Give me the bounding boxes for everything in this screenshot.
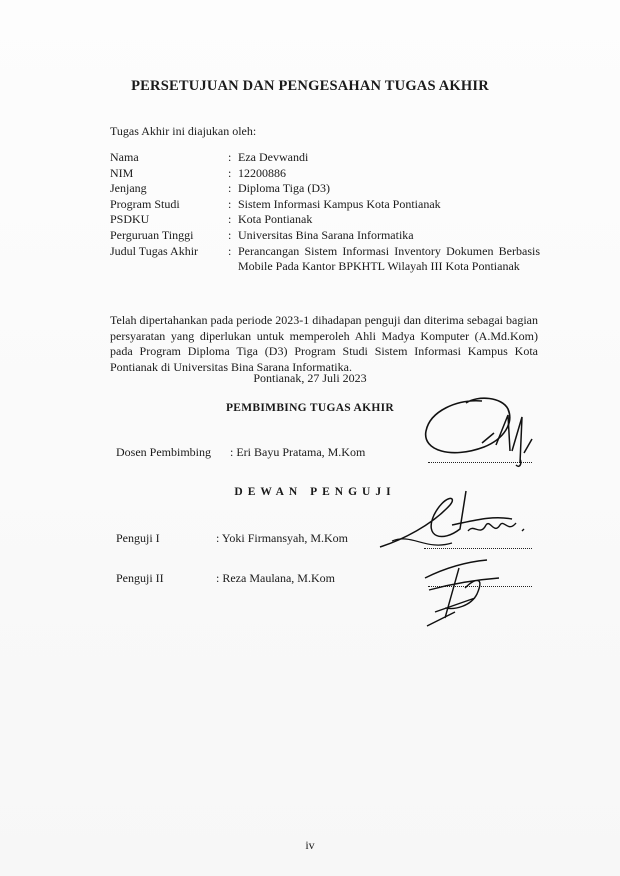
info-colon: :: [228, 181, 232, 196]
info-label: NIM: [110, 165, 134, 180]
student-info-table: [110, 150, 540, 275]
info-value: Kota Pontianak: [238, 212, 313, 227]
info-label: Judul Tugas Akhir: [110, 243, 199, 258]
dewan-penguji-heading: DEWAN PENGUJI: [234, 486, 396, 498]
penguji-2-name: : Reza Maulana, M.Kom: [216, 571, 335, 585]
page-number: iv: [305, 838, 315, 852]
info-value: Sistem Informasi Kampus Kota Pontianak: [238, 196, 441, 211]
pembimbing-signature: [412, 393, 542, 475]
page-title: PERSETUJUAN DAN PENGESAHAN TUGAS AKHIR: [131, 78, 489, 94]
info-value: 12200886: [238, 165, 286, 180]
pembimbing-name: : Eri Bayu Pratama, M.Kom: [230, 445, 366, 459]
info-value: Perancangan Sistem Informasi Inventory Dokumen Berbasis Mobile Pada Kantor BPKHTL Wilayah III Kota Pontianak: [238, 243, 540, 274]
approval-paragraph: Telah dipertahankan pada periode 2023-1 dihadapan penguji dan diterima sebagai bagian persyaratan yang diperlukan untuk memperoleh Ahli Madya Komputer (A.Md.Kom) pada Program Diploma Tiga (D3) Program Studi Sistem Informasi Kampus Kota Pontianak di Universitas Bina Sarana Informatika.: [110, 313, 538, 374]
info-value: Diploma Tiga (D3): [238, 181, 331, 196]
info-row-program-studi: [110, 197, 540, 213]
info-value: Universitas Bina Sarana Informatika: [238, 227, 414, 242]
info-label: Jenjang: [110, 181, 147, 196]
info-colon: :: [228, 150, 232, 164]
penguji-2-role: Penguji II: [116, 571, 164, 585]
info-row-psdku: [110, 212, 540, 228]
penguji-1-role: Penguji I: [116, 531, 160, 545]
info-colon: :: [228, 196, 232, 211]
info-label: Perguruan Tinggi: [110, 227, 194, 242]
info-row-jenjang: [110, 181, 540, 197]
info-row-perguruan-tinggi: [110, 228, 540, 244]
intro-text: Tugas Akhir ini diajukan oleh:: [110, 124, 257, 138]
info-row-nama: [110, 150, 540, 166]
info-label: Nama: [110, 150, 139, 164]
info-row-nim: [110, 166, 540, 182]
info-colon: :: [228, 227, 232, 242]
info-label: PSDKU: [110, 212, 150, 227]
pembimbing-heading: PEMBIMBING TUGAS AKHIR: [225, 402, 395, 414]
approval-date: Pontianak, 27 Juli 2023: [253, 371, 367, 385]
penguji-2-signature: [415, 548, 515, 630]
info-row-judul: [110, 244, 540, 275]
info-colon: :: [228, 165, 232, 180]
info-colon: :: [228, 243, 232, 258]
info-value: Eza Devwandi: [238, 150, 309, 164]
penguji-1-name: : Yoki Firmansyah, M.Kom: [216, 531, 349, 545]
info-label: Program Studi: [110, 196, 180, 211]
info-colon: :: [228, 212, 232, 227]
pembimbing-role: Dosen Pembimbing: [116, 445, 211, 459]
